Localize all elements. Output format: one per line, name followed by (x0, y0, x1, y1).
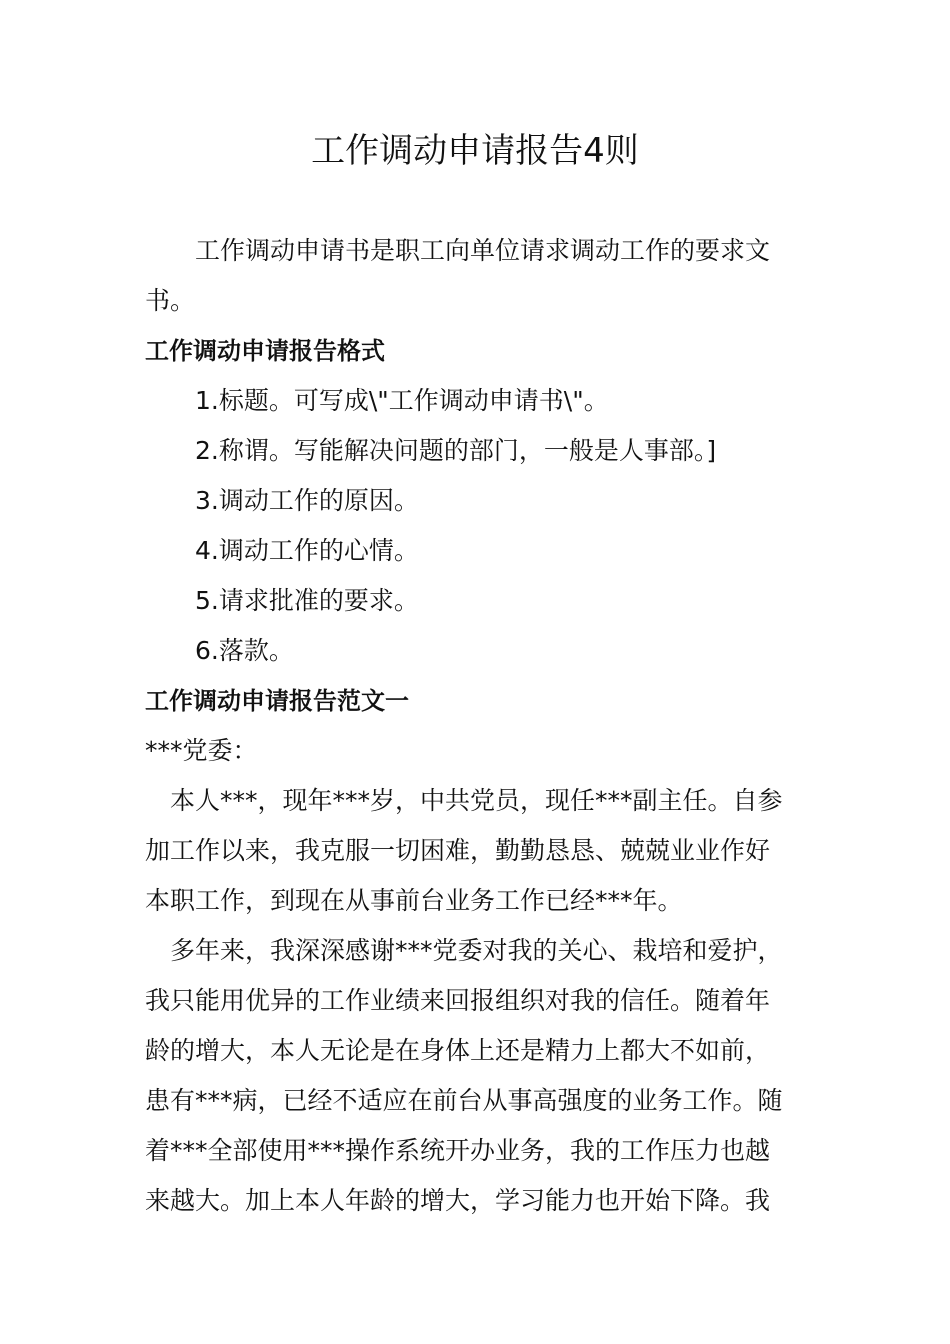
paragraph1-line-3: 本职工作，到现在从事前台业务工作已经***年。 (145, 886, 683, 915)
paragraph2-line-6: 来越大。加上本人年龄的增大，学习能力也开始下降。我 (145, 1186, 771, 1215)
paragraph2-line-2: 我只能用优异的工作业绩来回报组织对我的信任。随着年 (145, 986, 771, 1015)
paragraph2-line-5: 着***全部使用***操作系统开办业务，我的工作压力也越 (145, 1136, 771, 1165)
paragraph2-line-3: 龄的增大，本人无论是在身体上还是精力上都大不如前， (145, 1036, 771, 1065)
sample-heading: 工作调动申请报告范文一 (145, 687, 409, 715)
format-item-6: 6.落款。 (195, 636, 294, 665)
document-title: 工作调动申请报告4则 (311, 131, 639, 171)
format-item-4: 4.调动工作的心情。 (195, 536, 419, 565)
intro-line-1: 工作调动申请书是职工向单位请求调动工作的要求文 (195, 236, 771, 265)
paragraph2-line-1: 多年来，我深深感谢***党委对我的关心、栽培和爱护， (170, 936, 783, 965)
paragraph2-line-4: 患有***病，已经不适应在前台从事高强度的业务工作。随 (145, 1086, 783, 1115)
format-item-1: 1.标题。可写成\"工作调动申请书\"。 (195, 386, 609, 415)
format-item-5: 5.请求批准的要求。 (195, 586, 419, 615)
intro-line-2: 书。 (145, 286, 196, 315)
format-item-3: 3.调动工作的原因。 (195, 486, 419, 515)
paragraph1-line-1: 本人***，现年***岁，中共党员，现任***副主任。自参 (170, 786, 783, 815)
format-heading: 工作调动申请报告格式 (145, 337, 385, 365)
format-item-2: 2.称谓。写能解决问题的部门，一般是人事部。] (195, 436, 717, 465)
salutation: ***党委： (145, 736, 258, 765)
paragraph1-line-2: 加工作以来，我克服一切困难，勤勤恳恳、兢兢业业作好 (145, 836, 771, 865)
document-body (145, 226, 805, 1226)
